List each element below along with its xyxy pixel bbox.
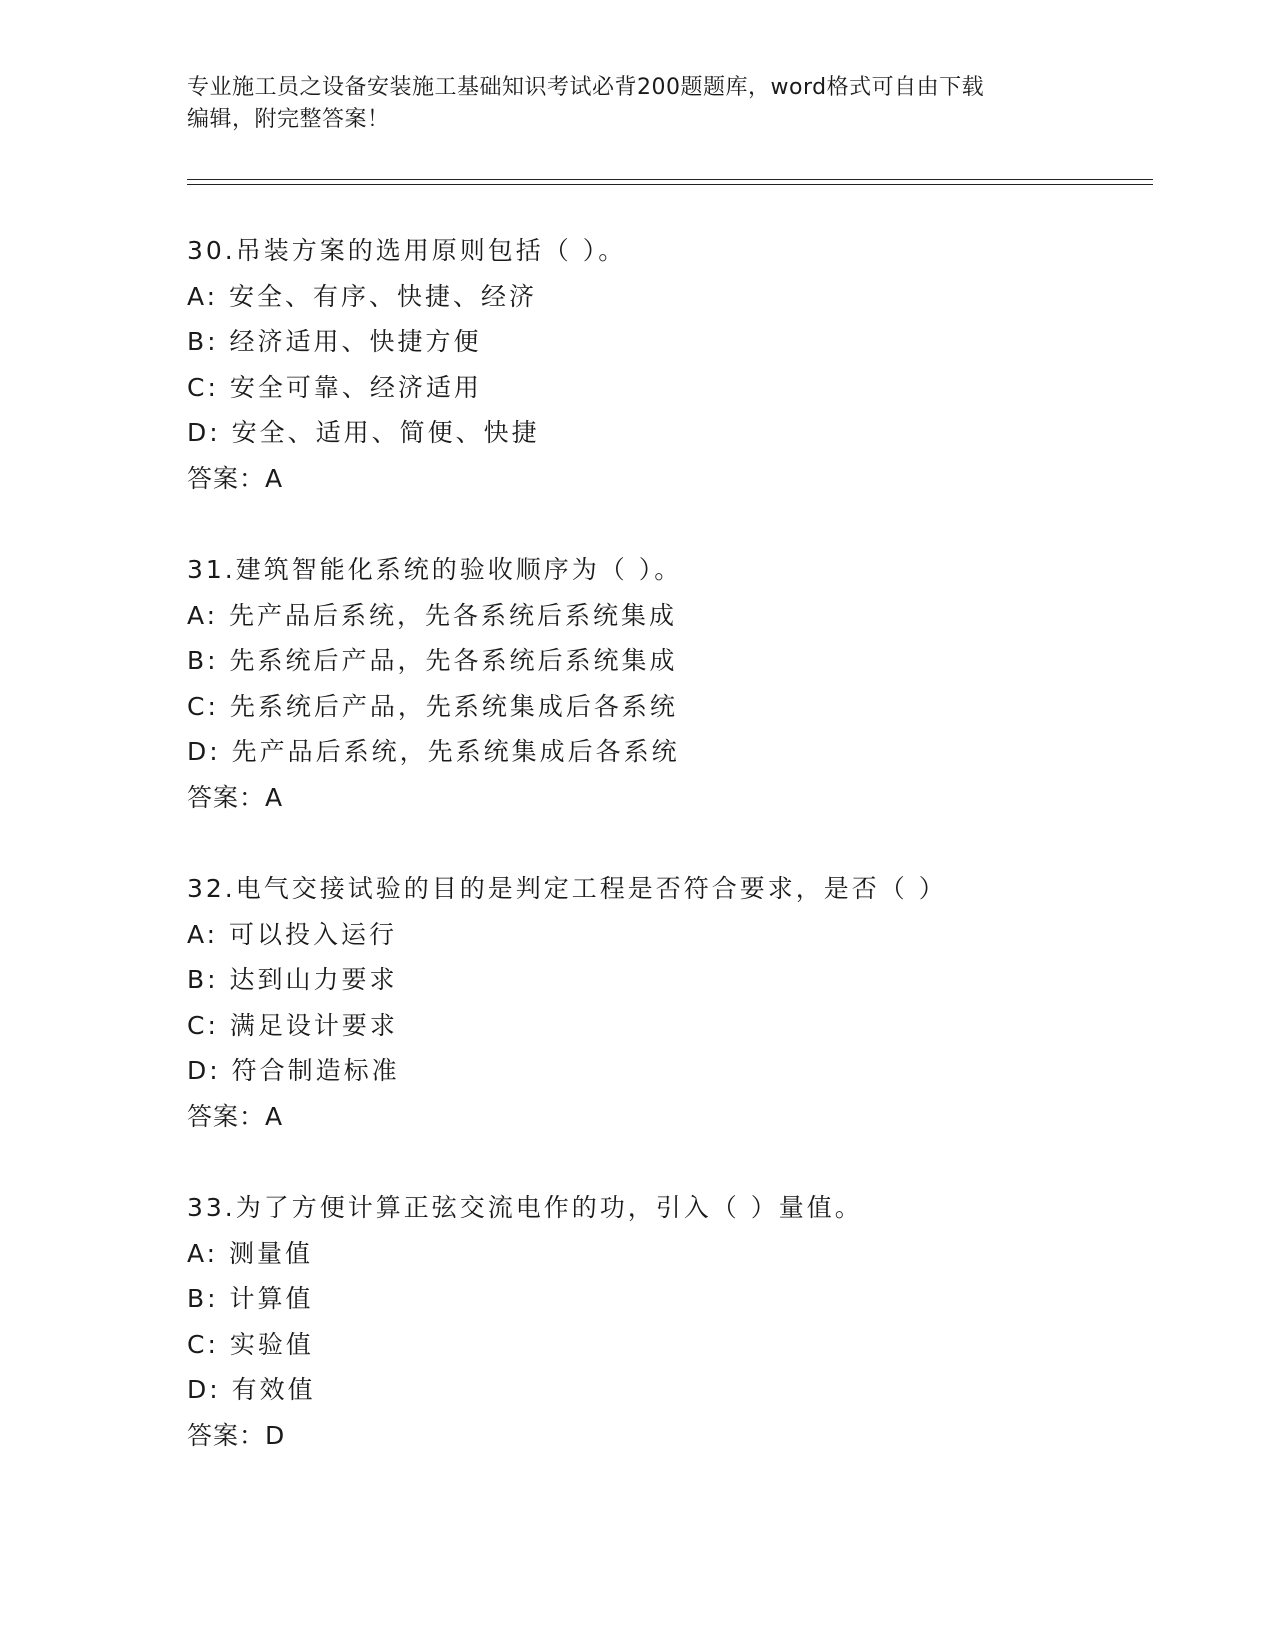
header-rule-bottom [187, 184, 1153, 185]
question-stem: 32.电气交接试验的目的是判定工程是否符合要求，是否（ ） [187, 874, 947, 903]
header-line-2: 编辑，附完整答案！ [187, 107, 390, 132]
question-stem: 33.为了方便计算正弦交流电作的功，引入（ ）量值。 [187, 1193, 863, 1222]
header-line-1: 专业施工员之设备安装施工基础知识考试必背200题题库，word格式可自由下载 [187, 75, 985, 100]
question-stem: 31.建筑智能化系统的验收顺序为（ ）。 [187, 555, 683, 584]
question-list [187, 228, 1153, 1504]
document-header [187, 72, 1087, 136]
answer-line: 答案：D [187, 1420, 286, 1450]
answer-line: 答案：A [187, 782, 284, 812]
header-rule-top [187, 179, 1153, 180]
question-33 [187, 1185, 1153, 1458]
option-a: A: 先产品后系统，先各系统后系统集成 [187, 600, 678, 630]
option-c: C: 安全可靠、经济适用 [187, 372, 482, 402]
option-b: B: 经济适用、快捷方便 [187, 327, 482, 356]
option-d: D: 有效值 [187, 1375, 316, 1404]
answer-line: 答案：A [187, 463, 284, 493]
option-b: B: 达到山力要求 [187, 965, 398, 994]
option-c: C: 满足设计要求 [187, 1010, 398, 1040]
option-b: B: 计算值 [187, 1284, 314, 1313]
option-a: A: 可以投入运行 [187, 919, 398, 949]
option-a: A: 安全、有序、快捷、经济 [187, 281, 538, 311]
option-c: C: 实验值 [187, 1329, 314, 1359]
option-d: D: 先产品后系统，先系统集成后各系统 [187, 737, 680, 766]
option-b: B: 先系统后产品，先各系统后系统集成 [187, 646, 678, 675]
question-31 [187, 547, 1153, 820]
option-d: D: 符合制造标准 [187, 1056, 400, 1085]
option-d: D: 安全、适用、简便、快捷 [187, 418, 540, 447]
option-c: C: 先系统后产品，先系统集成后各系统 [187, 691, 678, 721]
answer-line: 答案：A [187, 1101, 284, 1131]
option-a: A: 测量值 [187, 1238, 314, 1268]
question-30 [187, 228, 1153, 501]
question-32 [187, 866, 1153, 1139]
question-stem: 30.吊装方案的选用原则包括（ ）。 [187, 236, 627, 265]
